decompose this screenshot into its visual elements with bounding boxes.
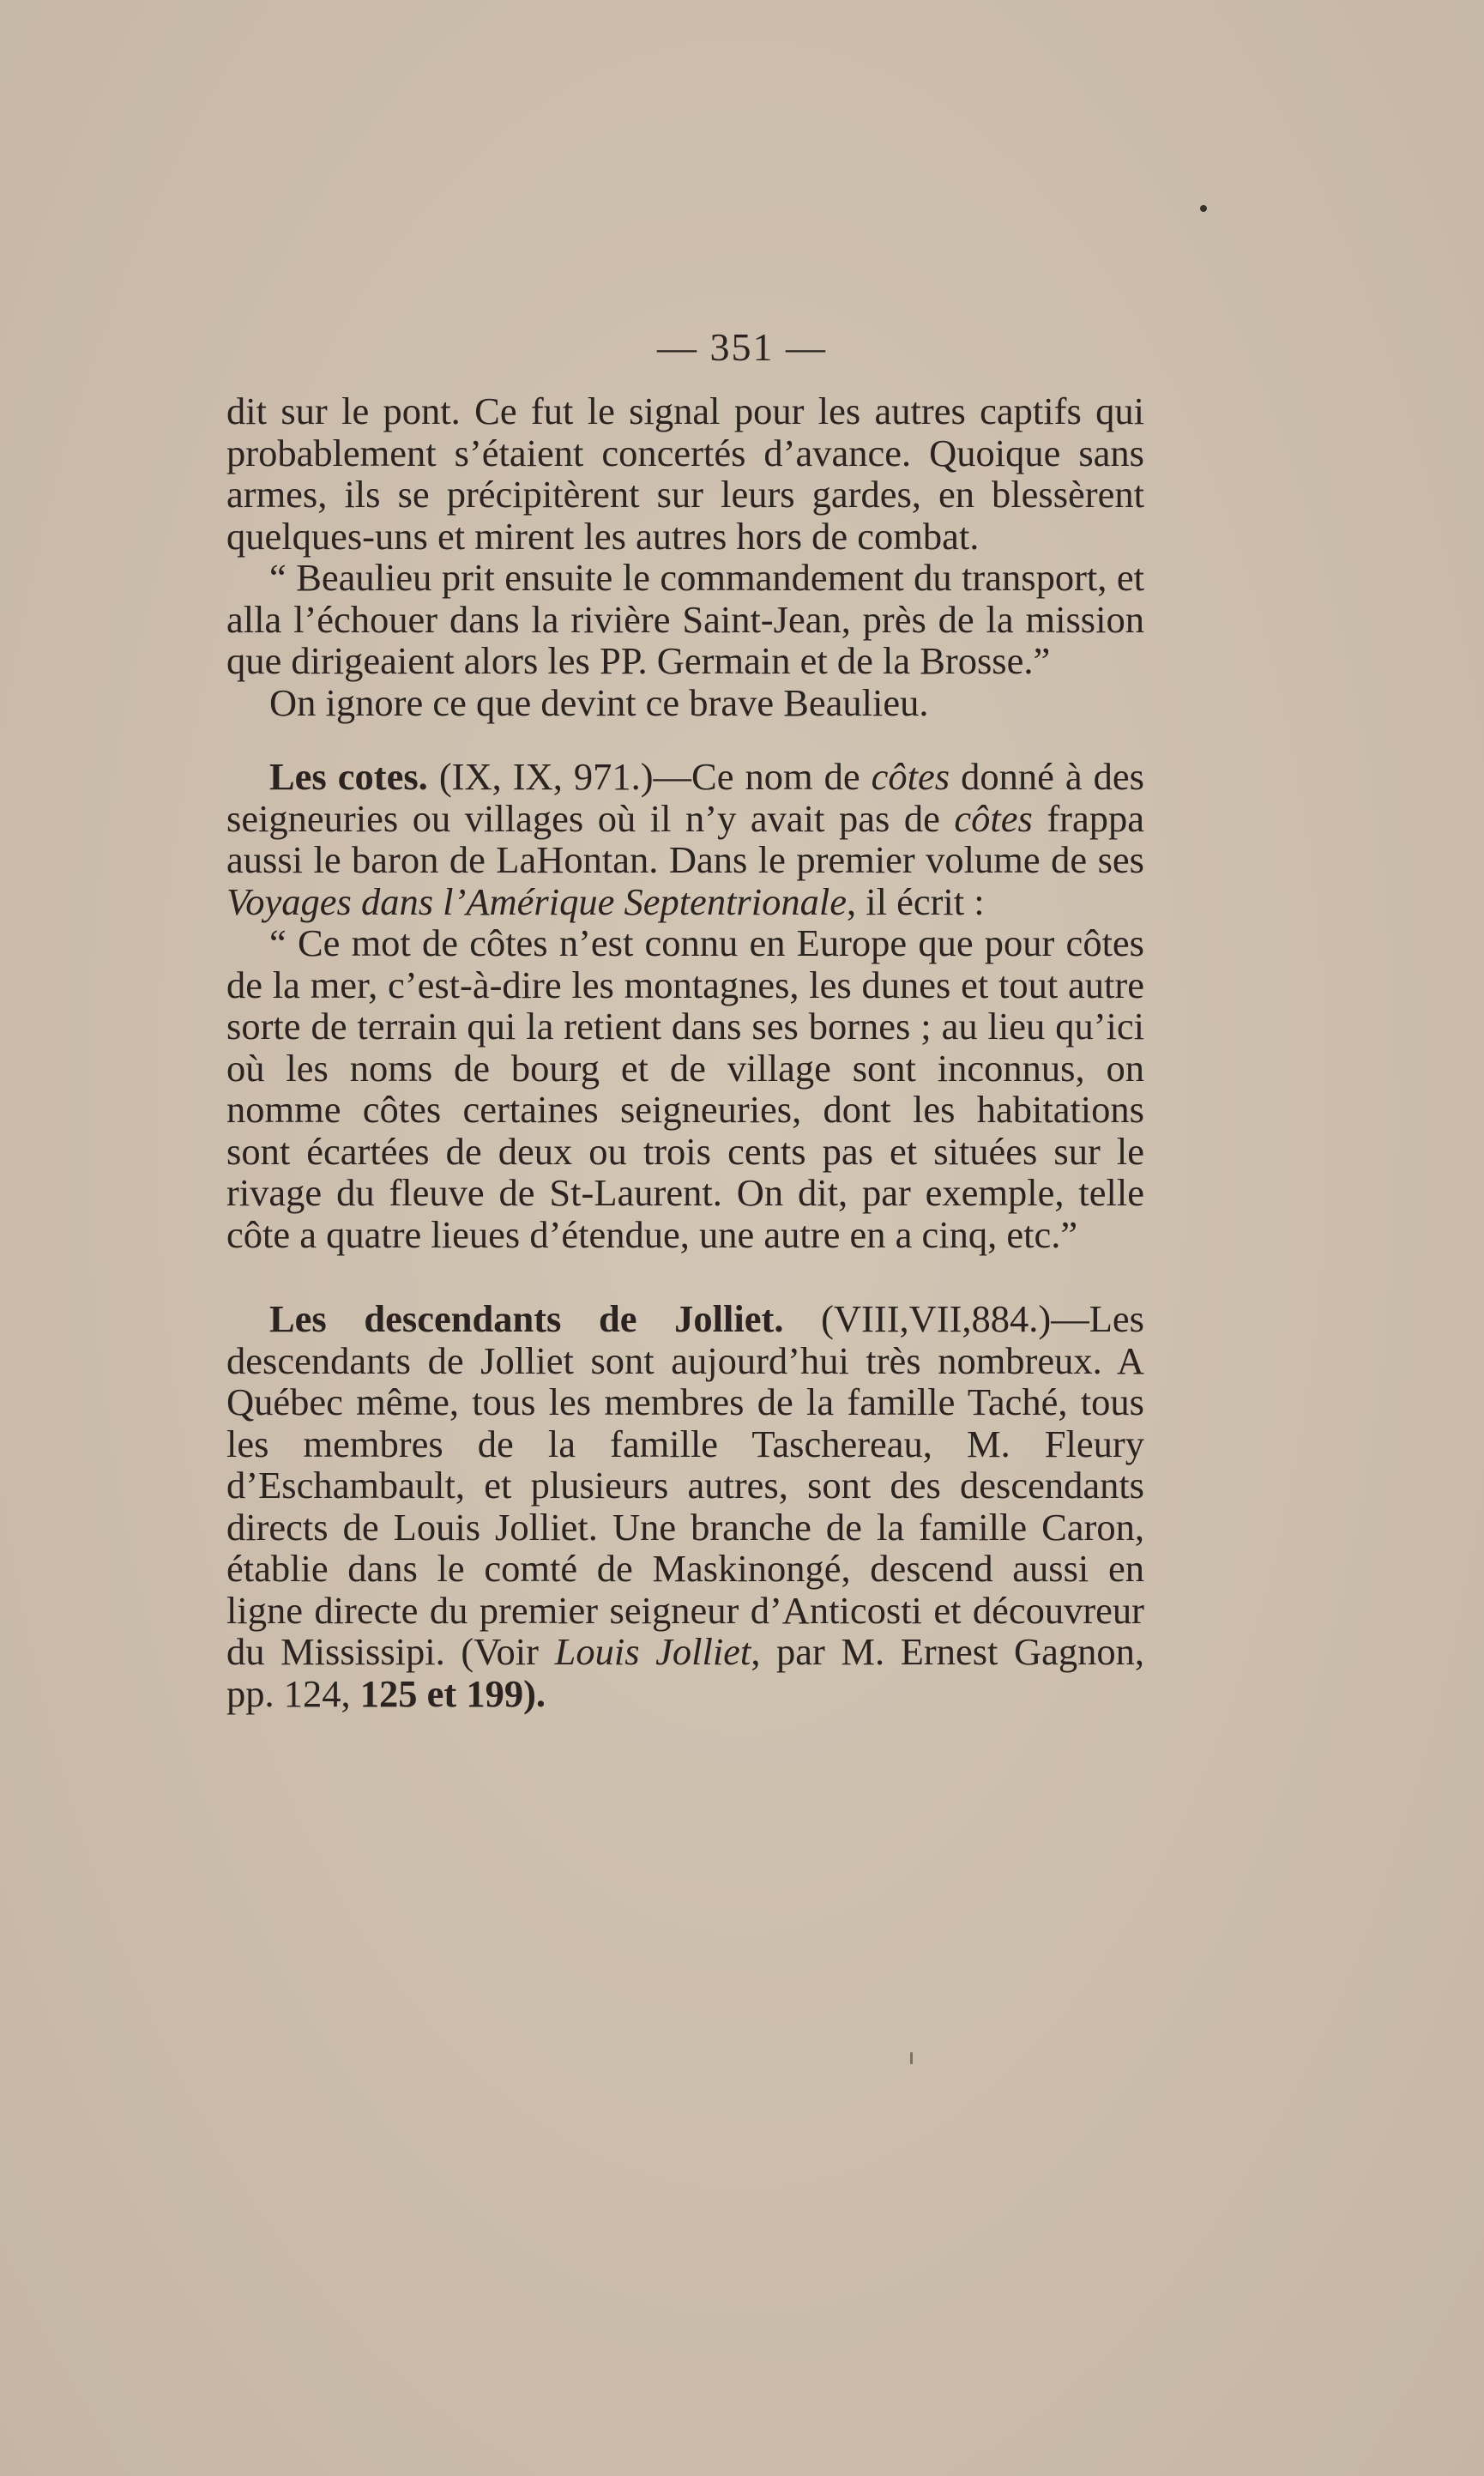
entry-emphasis: côtes — [954, 796, 1033, 840]
page-number: — 351 — — [657, 325, 827, 369]
entry-text: , il écrit : — [846, 879, 985, 923]
paragraph-quote-beaulieu: “ Beaulieu prit ensuite le commandement du transport, et alla l’échouer dans la rivière Saint-Jean, près de la mission que dirigeaient alors les PP. Germain et de la Brosse.” — [226, 556, 1144, 682]
paragraph-quote-lahontan: “ Ce mot de côtes n’est connu en Europe que pour côtes de la mer, c’est-à-dire les montagnes, les dunes et tout autre sorte de terrain qui la retient dans ses bornes ; au lieu qu’ici où les noms de bourg et de village sont inconnus, on nomme côtes certaines seigneuries, dont les habitations sont écartées de deux ou trois cents pas et situées sur le rivage du fleuve de St-Laurent. On dit, par exemple, telle côte a quatre lieues d’étendue, une autre en a cinq, etc.” — [226, 921, 1144, 1256]
entry-les-cotes — [226, 756, 1144, 922]
paragraph-continuation: dit sur le pont. Ce fut le signal pour les autres captifs qui probablement s’étaient concertés d’avance. Quoique sans armes, ils se précipitèrent sur leurs gardes, en blessèrent quelques-uns et mirent les autres hors de combat. — [226, 390, 1144, 558]
entry-emphasis: côtes — [871, 755, 950, 798]
entry-text: , par M. Ernest Gagnon, pp. 124, — [226, 1630, 1144, 1715]
body-text — [226, 390, 1144, 1714]
entry-text: donné à des seigneuries ou villages où il n’y avait pas de — [226, 755, 1145, 840]
paragraph-beaulieu-fate: On ignore ce que devint ce brave Beaulieu. — [269, 680, 929, 724]
entry-text: frappa aussi le baron de LaHontan. Dans le premier volume de ses — [226, 796, 1144, 881]
entry-text: (IX, IX, 971.)—Ce nom de — [427, 755, 872, 798]
entry-heading: Les cotes. — [269, 755, 428, 798]
book-title: Louis Jolliet — [554, 1630, 751, 1673]
book-title: Voyages dans l’Amérique Septentrionale — [226, 879, 847, 923]
entry-descendants-jolliet — [226, 1298, 1144, 1714]
entry-heading: Les descendants de Jolliet. — [269, 1297, 784, 1340]
paper-speck — [1200, 205, 1207, 212]
paper-speck — [910, 2052, 913, 2064]
entry-text-bold: 125 et 199). — [359, 1671, 546, 1715]
entry-text: (VIII,VII,884.)—Les descendants de Jolliet sont aujourd’hui très nombreux. A Québec même, tous les membres de la famille Taché, tous les membres de la famille Taschereau, M. Fleury d’Eschambault, et plusieurs autres, sont des descendants directs de Louis Jolliet. Une branche de la famille Caron, établie dans le comté de Maskinongé, descend aussi en ligne directe du premier seigneur d’Anticosti et découvreur du Mississipi. (Voir — [226, 1297, 1144, 1673]
